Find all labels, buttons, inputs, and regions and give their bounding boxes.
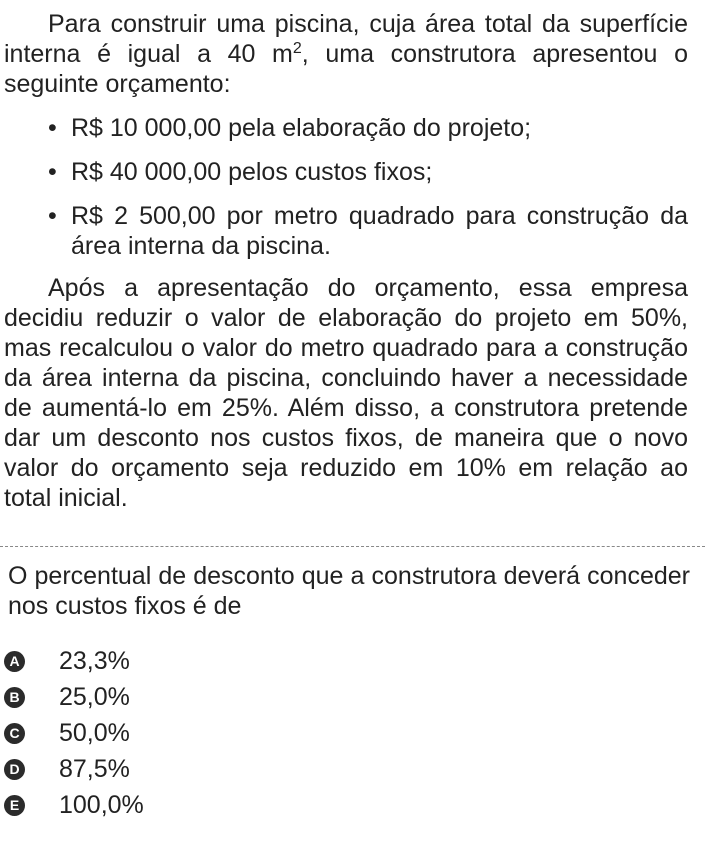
option-text: 23,3%: [59, 647, 130, 675]
budget-item-text: R$ 10 000,00 pela elaboração do projeto;: [71, 114, 532, 142]
option-letter-icon: C: [4, 723, 25, 744]
question-text: O percentual de desconto que a construtora deverá conceder nos custos fixos é de: [8, 562, 690, 620]
context-paragraph: Após a apresentação do orçamento, essa empresa decidiu reduzir o valor de elaboração do projeto em 50%, mas recalculou o valor do metro quadrado para a construção da área interna da piscina, concluindo haver a necessidade de aumentá-lo em 25%. Além disso, a construtora pretende dar um desconto nos custos fixos, de maneira que o novo valor do orçamento seja reduzido em 10% em relação ao total inicial.: [4, 274, 688, 512]
intro-text-end: , uma construtora apresentou o seguinte orçamento:: [4, 40, 688, 98]
answer-option-c[interactable]: [4, 718, 144, 748]
bullet-icon: •: [48, 202, 57, 230]
option-letter-icon: B: [4, 687, 25, 708]
answer-option-d[interactable]: [4, 754, 144, 784]
answer-options: [4, 646, 144, 826]
budget-item: [4, 113, 688, 143]
bullet-icon: •: [48, 158, 57, 186]
intro-text: Para construir uma piscina, cuja área total da superfície interna é igual a 40 m: [4, 10, 688, 68]
answer-option-a[interactable]: [4, 646, 144, 676]
option-text: 25,0%: [59, 683, 130, 711]
area-exponent: 2: [292, 40, 302, 57]
budget-item: [4, 201, 688, 261]
option-letter-icon: D: [4, 759, 25, 780]
answer-option-b[interactable]: [4, 682, 144, 712]
section-divider: [0, 546, 705, 547]
option-text: 87,5%: [59, 755, 130, 783]
intro-paragraph: [4, 9, 688, 99]
option-text: 100,0%: [59, 791, 144, 819]
option-letter-icon: A: [4, 651, 25, 672]
option-text: 50,0%: [59, 719, 130, 747]
answer-option-e[interactable]: [4, 790, 144, 820]
option-letter-icon: E: [4, 795, 25, 816]
bullet-icon: •: [48, 114, 57, 142]
budget-item-text: R$ 2 500,00 por metro quadrado para construção da área interna da piscina.: [71, 202, 688, 260]
budget-item-text: R$ 40 000,00 pelos custos fixos;: [71, 158, 433, 186]
budget-list: [4, 113, 688, 261]
budget-item: [4, 157, 688, 187]
problem-statement: [4, 9, 688, 513]
